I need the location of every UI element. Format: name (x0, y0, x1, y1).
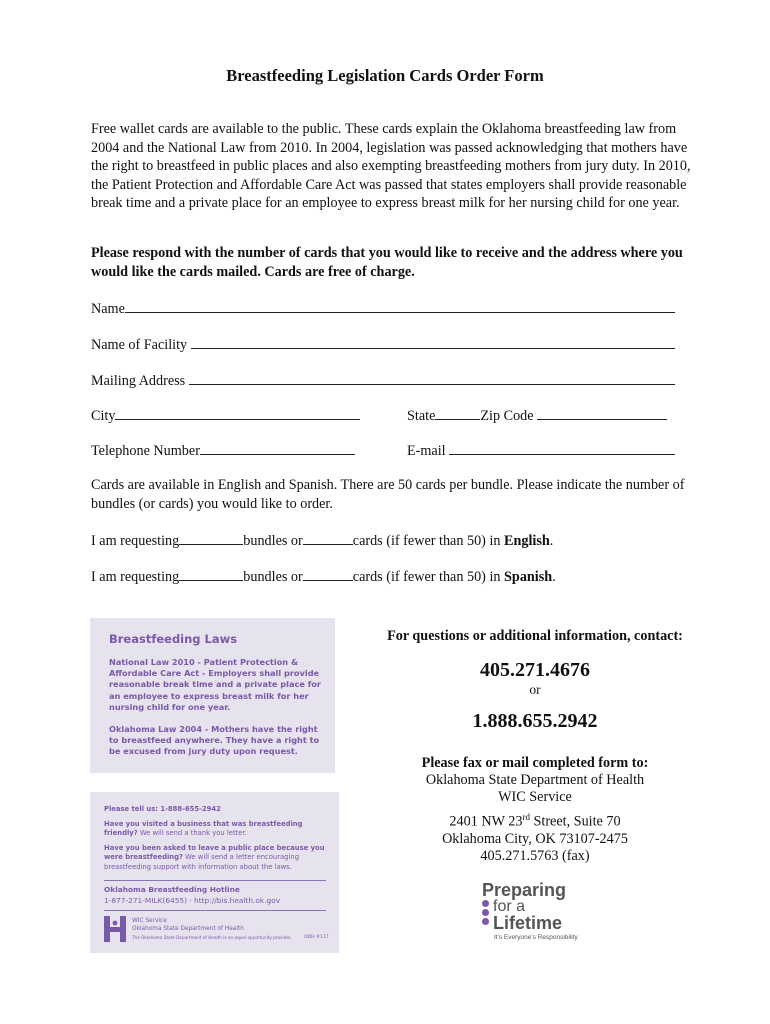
intro-paragraph: Free wallet cards are available to the public. These cards explain the Oklahoma breastfeeding law from 2004 and the National Law from 2010. In 2004, legislation was passed acknowledging that mothers have the right to breastfeed in public places and also exempting breastfeeding mothers from jury duty. In 2010, the Patient Protection and Affordable Care Act was passed that states employers shall provide reasonable break time and a private place for an employee to express breast milk for her nursing child for one year. (91, 121, 691, 212)
hotline-info: 1-877-271-MILK(6455) · http://bis.health.ok.gov (104, 896, 281, 905)
phone-label: Telephone Number (91, 443, 200, 459)
wallet-card-front (90, 618, 335, 773)
street-number: 2401 NW 23 (449, 813, 523, 830)
spanish-cards-field[interactable] (303, 566, 353, 581)
street-name: Street, Suite 70 (529, 813, 621, 830)
name-label: Name (91, 301, 125, 317)
street-address (370, 809, 700, 831)
state-zip-row (407, 405, 667, 425)
spanish-bundles-field[interactable] (179, 566, 243, 581)
org-name: Oklahoma State Department of Health (425, 772, 645, 788)
street-ordinal: rd (522, 812, 530, 822)
period: . (552, 569, 556, 585)
card-code: ODH #117 (304, 935, 329, 940)
asked-to-leave-text (104, 844, 332, 872)
mailing-label: Mailing Address (91, 373, 186, 389)
request-prefix: I am requesting (91, 533, 180, 549)
asked-answer: We will send a letter encouraging breastfeeding support with information about the laws. (104, 853, 300, 871)
hotline-title: Oklahoma Breastfeeding Hotline (104, 885, 240, 894)
availability-paragraph: Cards are available in English and Spanish. There are 50 cards per bundle. Please indicate the number of bundles (or cards) you would like to order. (91, 477, 685, 512)
asked-question: Have you been asked to leave a public place because you were breastfeeding? (104, 844, 325, 862)
national-law-text: National Law 2010 - Patient Protection & Affordable Care Act - Employers shall provide reasonable break time and a private place for an employee to express breast milk for her nursing child for one year. (109, 657, 321, 712)
or-label: or (529, 682, 541, 697)
oklahoma-law-text: Oklahoma Law 2004 - Mothers have the right to breastfeed anywhere. They have a right to be excused from jury duty upon request. (109, 724, 320, 757)
email-label: E-mail (407, 443, 446, 459)
email-row (407, 440, 675, 460)
form-title: Breastfeeding Legislation Cards Order Form (226, 66, 544, 85)
email-field[interactable] (449, 440, 675, 455)
zip-label: Zip Code (480, 408, 534, 424)
bundles-label: bundles or (243, 533, 303, 549)
request-english-row (91, 530, 553, 550)
phone-primary: 405.271.4676 (480, 659, 590, 681)
mailing-row (91, 370, 675, 390)
city-state-zip: Oklahoma City, OK 73107-2475 (442, 830, 628, 847)
bundles-label: bundles or (243, 569, 303, 585)
preparing-for-a-lifetime-logo (482, 880, 602, 946)
mailing-address-field[interactable] (189, 370, 675, 385)
wallet-card-back (90, 792, 339, 953)
dept-name: WIC Service (498, 789, 572, 805)
english-label: English (504, 533, 550, 549)
fax-number: 405.271.5763 (fax) (480, 847, 590, 864)
spanish-label: Spanish (504, 569, 553, 585)
logo-line3: Lifetime (493, 913, 563, 933)
visited-question: Have you visited a business that was breastfeeding friendly? (104, 820, 303, 838)
wic-h-logo-icon (104, 916, 126, 942)
equal-opportunity-text: The Oklahoma State Department of Health is an equal opportunity provider. (132, 935, 292, 940)
name-row (91, 298, 675, 318)
facility-row (91, 334, 675, 354)
divider (104, 910, 326, 911)
phone-row (91, 440, 355, 460)
cards-label: cards (if fewer than 50) in (352, 569, 505, 585)
fax-mail-instruction: Please fax or mail completed form to: (421, 755, 649, 771)
phone-field[interactable] (200, 440, 355, 455)
state-field[interactable] (435, 405, 480, 420)
request-spanish-row (91, 566, 556, 586)
logo-line1: Preparing (482, 880, 567, 900)
city-row (91, 405, 360, 425)
contact-block (370, 628, 700, 865)
name-field[interactable] (125, 298, 675, 313)
zip-field[interactable] (537, 405, 667, 420)
card-title: Breastfeeding Laws (109, 632, 238, 646)
divider (104, 880, 326, 881)
cards-label: cards (if fewer than 50) in (352, 533, 505, 549)
logo-dots-icon (482, 900, 491, 928)
english-bundles-field[interactable] (179, 530, 243, 545)
contact-question: For questions or additional information, contact: (387, 628, 683, 644)
phone-tollfree: 1.888.655.2942 (472, 710, 598, 732)
facility-field[interactable] (191, 334, 675, 349)
facility-label: Name of Facility (91, 337, 188, 353)
english-cards-field[interactable] (303, 530, 353, 545)
request-instructions: Please respond with the number of cards that you would like to receive and the address where you would like the cards mailed. Cards are free of charge. (91, 245, 683, 280)
wic-service-label: WIC Service (132, 918, 167, 924)
request-prefix: I am requesting (91, 569, 180, 585)
city-field[interactable] (115, 405, 360, 420)
tell-us-line: Please tell us: 1-888-655-2942 (104, 805, 221, 813)
period: . (549, 533, 554, 549)
logo-tagline: It's Everyone's Responsibility (494, 934, 578, 941)
visited-answer: We will send a thank you letter. (137, 829, 247, 838)
state-label: State (407, 408, 436, 424)
logo-line2: for a (493, 898, 526, 915)
city-label: City (91, 408, 116, 424)
visited-business-text (104, 820, 332, 839)
osdh-label: Oklahoma State Department of Health (132, 926, 244, 932)
